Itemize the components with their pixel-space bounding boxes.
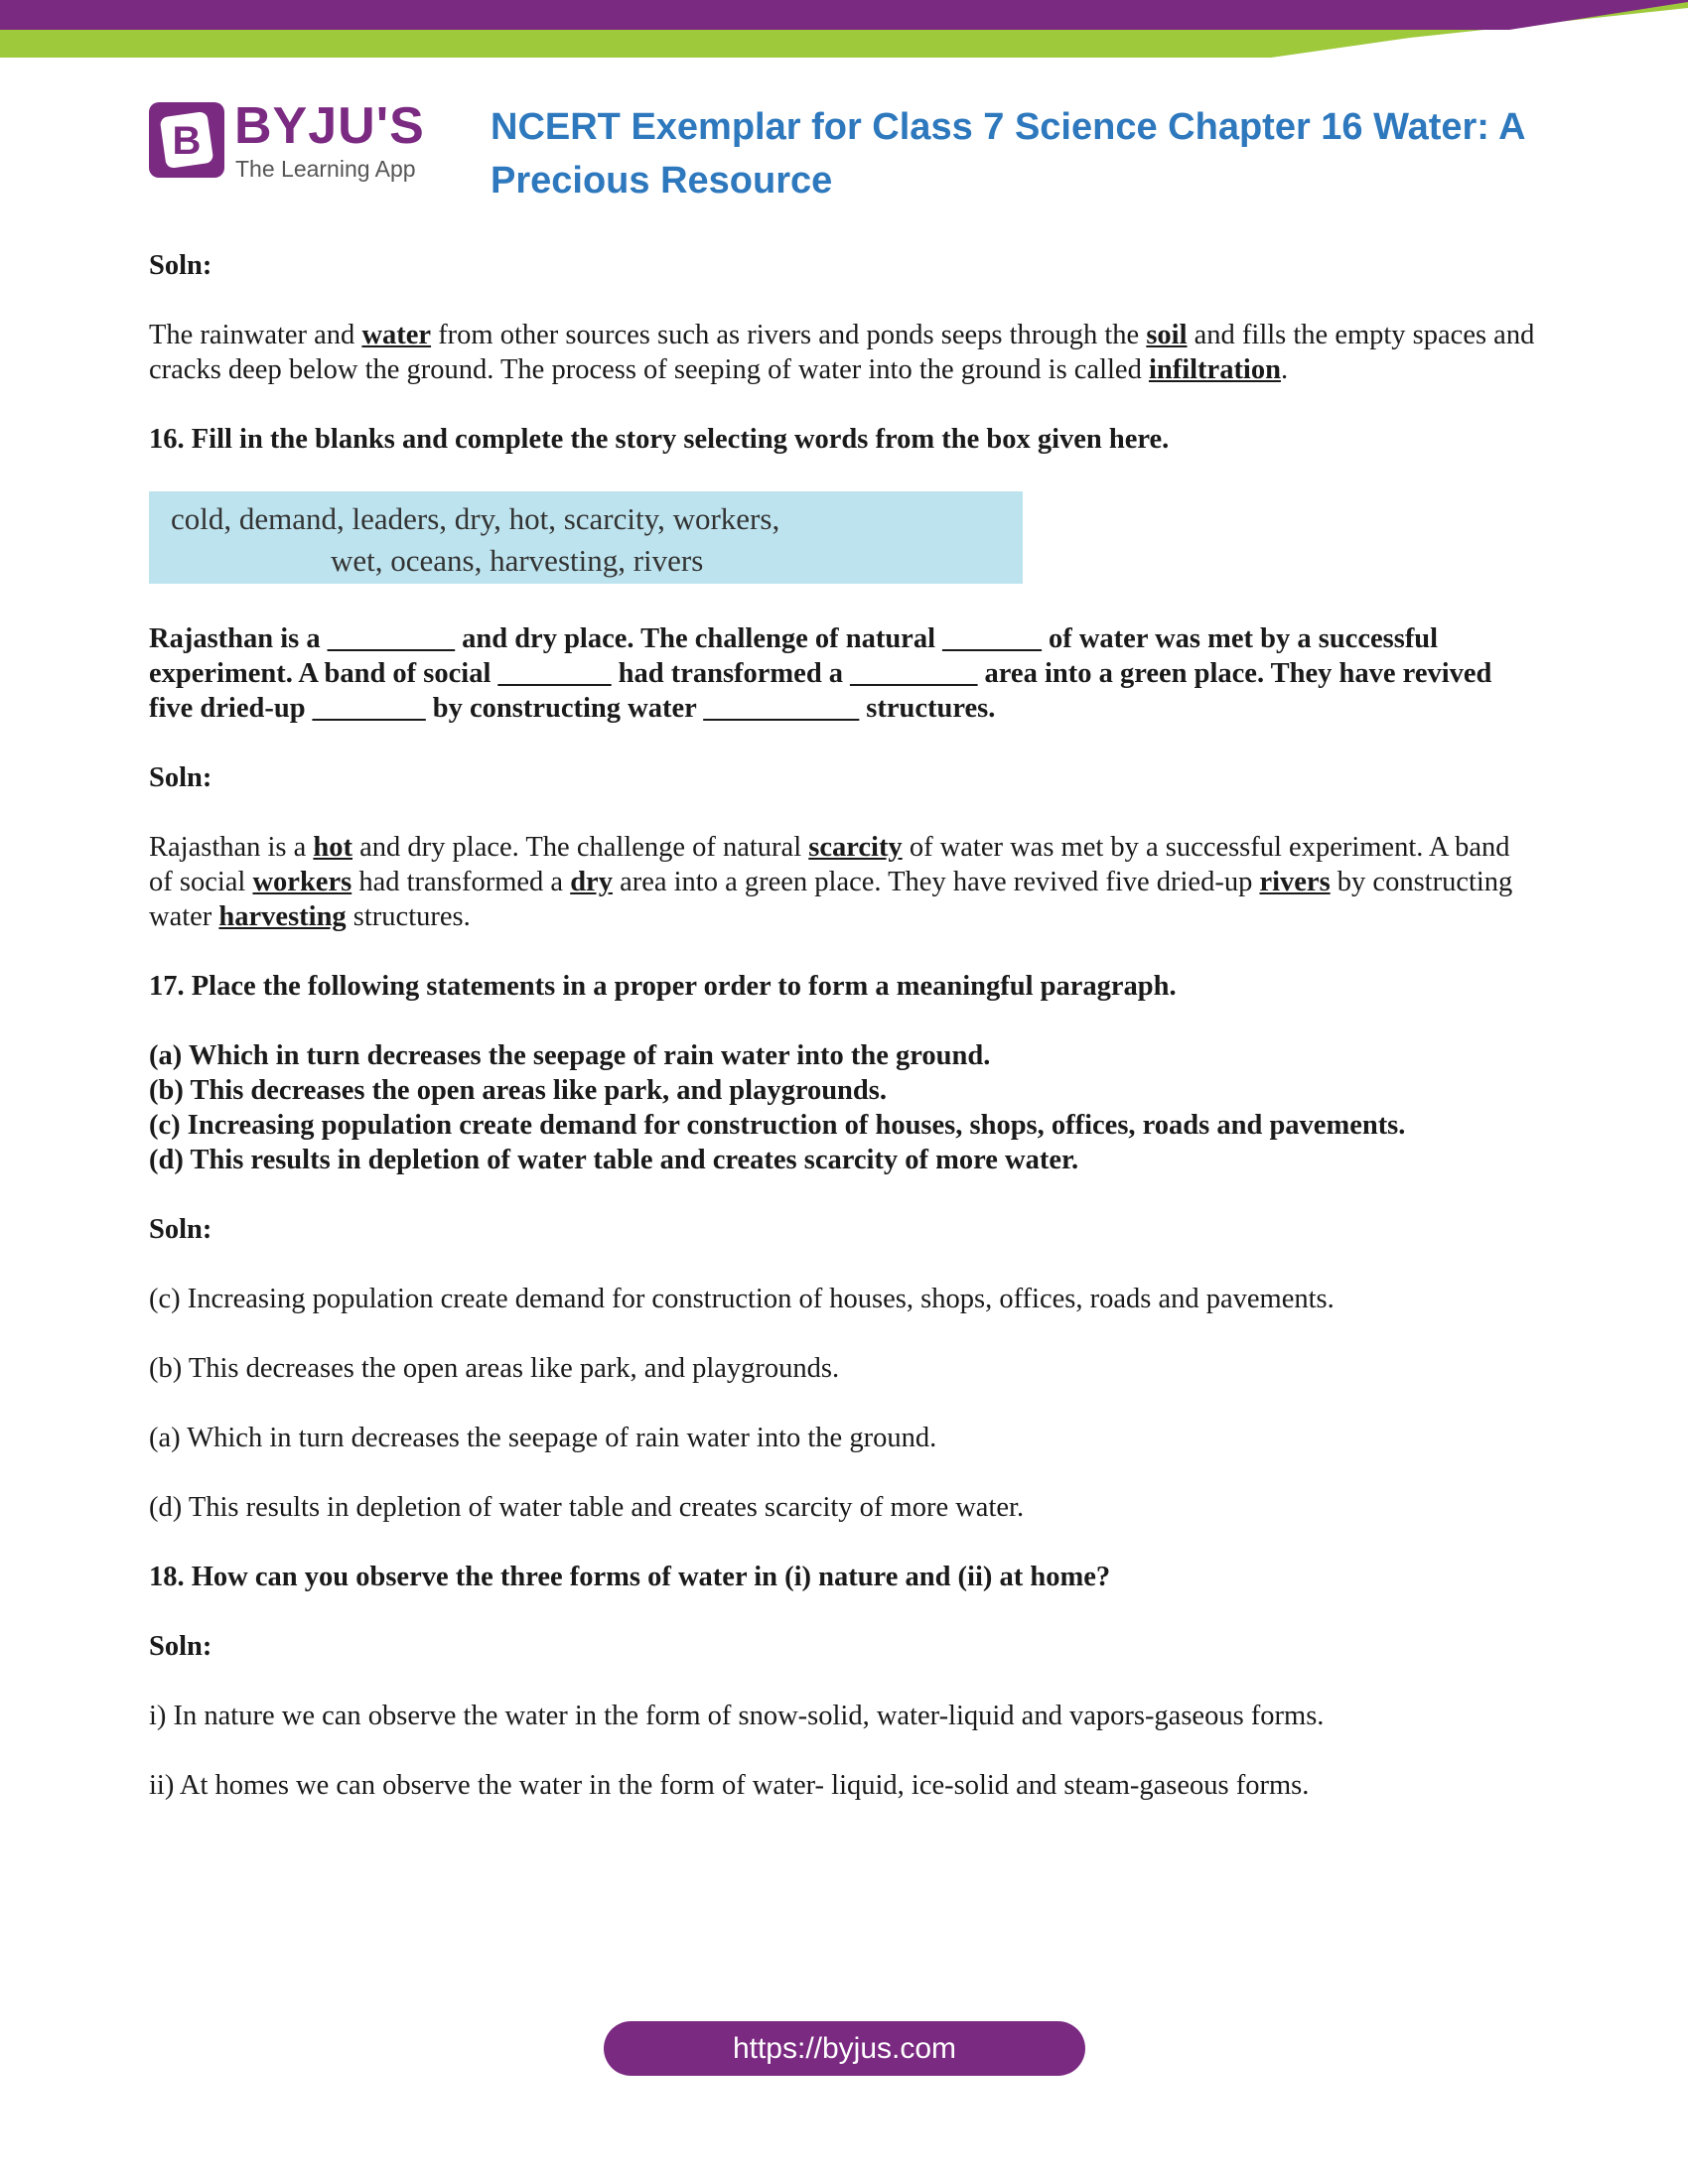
page-title: NCERT Exemplar for Class 7 Science Chapter 16 Water: A Precious Resource	[491, 106, 1525, 202]
answer-keyword: soil	[1146, 320, 1188, 350]
answer-keyword: rivers	[1259, 867, 1331, 897]
q17-statements	[149, 1038, 1539, 1177]
q17-answer-item: (c) Increasing population create demand for construction of houses, shops, offices, roads and pavements.	[149, 1284, 1335, 1314]
header-color-band	[0, 0, 1688, 60]
q18-soln-label: Soln:	[149, 1631, 212, 1662]
statement-item: (a) Which in turn decreases the seepage of rain water into the ground.	[149, 1040, 991, 1071]
document-header	[149, 94, 1539, 213]
q18-answer-item: ii) At homes we can observe the water in the form of water- liquid, ice-solid and steam-gaseous forms.	[149, 1770, 1310, 1801]
q17-soln-label: Soln:	[149, 1214, 212, 1245]
q18-answer-item: i) In nature we can observe the water in the form of snow-solid, water-liquid and vapors-gaseous forms.	[149, 1701, 1325, 1731]
footer-url-link[interactable]: https://byjus.com	[604, 2021, 1085, 2076]
logo-tagline: The Learning App	[235, 156, 416, 182]
q16-question: 16. Fill in the blanks and complete the story selecting words from the box given here.	[149, 424, 1170, 455]
statement-item: (d) This results in depletion of water table and creates scarcity of more water.	[149, 1145, 1079, 1175]
answer-keyword: scarcity	[808, 832, 903, 863]
q16-answer: Rajasthan is a hot and dry place. The challenge of natural scarcity of water was met by a successful experiment. A band of social workers had transformed a dry area into a green place. They have revived five dried-up rivers by constructing water harvesting structures.	[149, 832, 1513, 932]
q17-answer-item: (b) This decreases the open areas like park, and playgrounds.	[149, 1353, 840, 1384]
answer-keyword: harvesting	[218, 901, 347, 932]
logo-wordmark: BYJU'S	[234, 97, 425, 155]
q16-soln-label: Soln:	[149, 762, 212, 793]
statement-item: (b) This decreases the open areas like park, and playgrounds.	[149, 1075, 887, 1106]
byjus-logo[interactable]	[149, 98, 437, 188]
q17-answer-item: (d) This results in depletion of water table and creates scarcity of more water.	[149, 1492, 1025, 1523]
answer-keyword: hot	[313, 832, 353, 863]
word-box-line-2: wet, oceans, harvesting, rivers	[331, 543, 704, 578]
svg-text:B: B	[172, 119, 202, 163]
word-options-box	[149, 491, 1023, 584]
word-box-line-1: cold, demand, leaders, dry, hot, scarcity, workers,	[171, 501, 780, 536]
q17-question: 17. Place the following statements in a proper order to form a meaningful paragraph.	[149, 971, 1177, 1002]
q15-soln-label: Soln:	[149, 250, 212, 281]
q16-story: Rajasthan is a _________ and dry place. The challenge of natural _______ of water was met by a successful experiment. A band of social ________ had transformed a _________ area into a green place. They have revived five dried-up ________ by constructing water ___________ structures.	[149, 623, 1492, 724]
document-body	[149, 248, 1539, 1838]
byjus-logo-icon	[149, 102, 224, 178]
answer-keyword: infiltration	[1148, 354, 1281, 385]
q17-answer-item: (a) Which in turn decreases the seepage of rain water into the ground.	[149, 1423, 937, 1453]
answer-keyword: water	[361, 320, 432, 350]
q18-question: 18. How can you observe the three forms of water in (i) nature and (ii) at home?	[149, 1562, 1111, 1592]
statement-item: (c) Increasing population create demand for construction of houses, shops, offices, roads and pavements.	[149, 1110, 1406, 1141]
answer-keyword: dry	[570, 867, 613, 897]
answer-keyword: workers	[252, 867, 352, 897]
q15-answer: The rainwater and water from other sources such as rivers and ponds seeps through the soil and fills the empty spaces and cracks deep below the ground. The process of seeping of water into the ground is called infiltration.	[149, 320, 1535, 385]
